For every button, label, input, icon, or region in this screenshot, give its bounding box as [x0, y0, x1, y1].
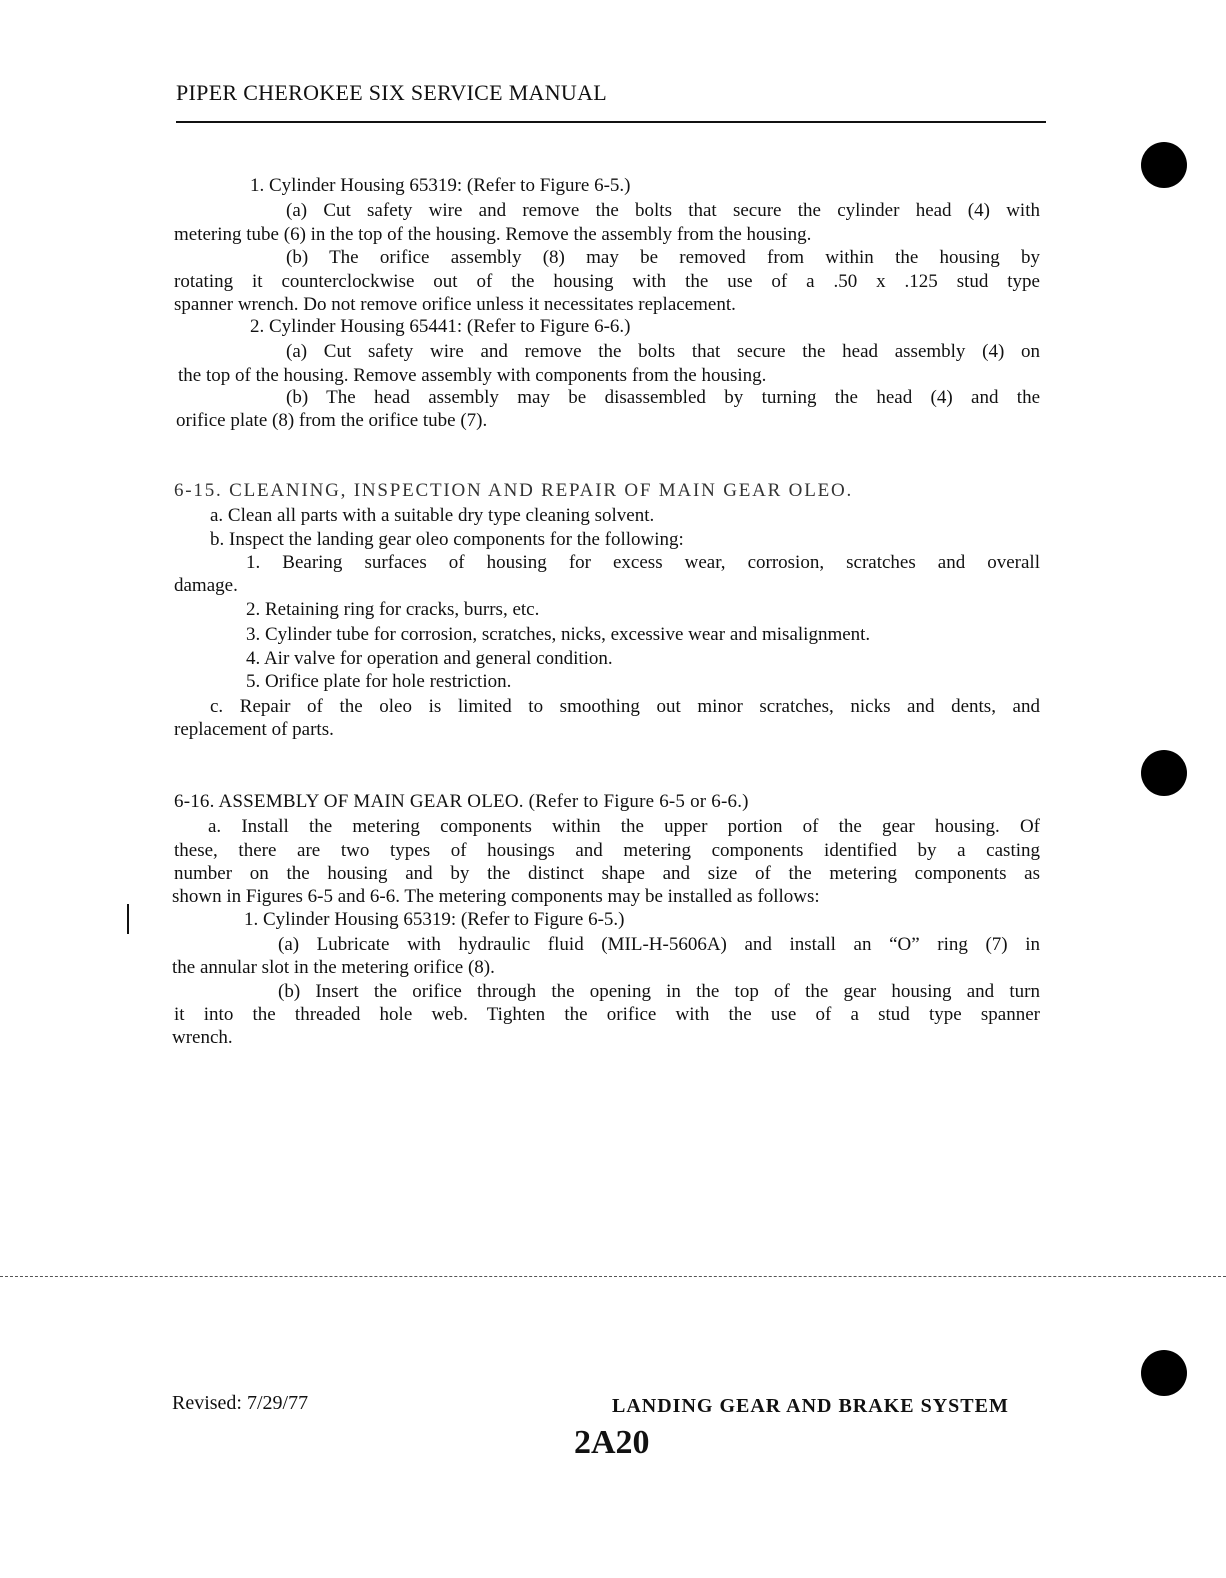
- assembly-item-1-title: 1. Cylinder Housing 65319: (Refer to Figure 6-5.): [244, 909, 625, 930]
- page-header: PIPER CHEROKEE SIX SERVICE MANUAL: [176, 80, 608, 105]
- paragraph-line: rotating it counterclockwise out of the housing with the use of a .50 x .125 stud type: [174, 271, 1040, 292]
- paragraph-line: damage.: [174, 575, 238, 596]
- paragraph-line: (a) Lubricate with hydraulic fluid (MIL-H-5606A) and install an “O” ring (7) in: [278, 934, 1040, 955]
- paragraph-line: number on the housing and by the distinct shape and size of the metering components as: [174, 863, 1040, 884]
- paragraph-line: replacement of parts.: [174, 719, 334, 740]
- removal-item-1-title: 1. Cylinder Housing 65319: (Refer to Figure 6-5.): [250, 175, 631, 196]
- list-item: b. Inspect the landing gear oleo components for the following:: [210, 529, 684, 550]
- list-item: 5. Orifice plate for hole restriction.: [246, 671, 512, 692]
- page-number: 2A20: [574, 1424, 650, 1461]
- paragraph-line: spanner wrench. Do not remove orifice unless it necessitates replacement.: [174, 294, 736, 315]
- paragraph-line: (a) Cut safety wire and remove the bolts that secure the cylinder head (4) with: [286, 200, 1040, 221]
- list-item: a. Install the metering components within the upper portion of the gear housing. Of: [208, 816, 1040, 837]
- chapter-title: LANDING GEAR AND BRAKE SYSTEM: [612, 1395, 1009, 1417]
- list-item: 4. Air valve for operation and general condition.: [246, 648, 613, 669]
- punch-hole: [1141, 1350, 1187, 1396]
- paragraph-line: the top of the housing. Remove assembly with components from the housing.: [178, 365, 767, 386]
- punch-hole: [1141, 750, 1187, 796]
- punch-hole: [1141, 142, 1187, 188]
- list-item: a. Clean all parts with a suitable dry type cleaning solvent.: [210, 505, 655, 526]
- paragraph-line: the annular slot in the metering orifice (8).: [172, 957, 495, 978]
- list-item: c. Repair of the oleo is limited to smoothing out minor scratches, nicks and dents, and: [210, 696, 1040, 717]
- paragraph-line: metering tube (6) in the top of the housing. Remove the assembly from the housing.: [174, 224, 812, 245]
- paragraph-line: (a) Cut safety wire and remove the bolts that secure the head assembly (4) on: [286, 341, 1040, 362]
- paragraph-line: (b) The orifice assembly (8) may be removed from within the housing by: [286, 247, 1040, 268]
- list-item: 2. Retaining ring for cracks, burrs, etc.: [246, 599, 540, 620]
- fiche-divider: [0, 1276, 1226, 1277]
- revision-date: Revised: 7/29/77: [172, 1392, 309, 1414]
- section-6-15-heading: 6-15. CLEANING, INSPECTION AND REPAIR OF MAIN GEAR OLEO.: [174, 480, 854, 501]
- paragraph-line: (b) The head assembly may be disassembled by turning the head (4) and the: [286, 387, 1040, 408]
- paragraph-line: orifice plate (8) from the orifice tube (7).: [176, 410, 488, 431]
- list-item: 1. Bearing surfaces of housing for excess wear, corrosion, scratches and overall: [246, 552, 1040, 573]
- section-6-16-heading: 6-16. ASSEMBLY OF MAIN GEAR OLEO. (Refer to Figure 6-5 or 6-6.): [174, 791, 749, 812]
- header-rule: [176, 121, 1046, 123]
- paragraph-line: it into the threaded hole web. Tighten the orifice with the use of a stud type spanner: [174, 1004, 1040, 1025]
- removal-item-2-title: 2. Cylinder Housing 65441: (Refer to Figure 6-6.): [250, 316, 631, 337]
- paragraph-line: (b) Insert the orifice through the opening in the top of the gear housing and turn: [278, 981, 1040, 1002]
- paragraph-line: wrench.: [172, 1027, 233, 1048]
- paragraph-line: these, there are two types of housings and metering components identified by a casting: [174, 840, 1040, 861]
- paragraph-line: shown in Figures 6-5 and 6-6. The metering components may be installed as follows:: [172, 886, 820, 907]
- list-item: 3. Cylinder tube for corrosion, scratches, nicks, excessive wear and misalignment.: [246, 624, 871, 645]
- change-bar: [127, 904, 129, 934]
